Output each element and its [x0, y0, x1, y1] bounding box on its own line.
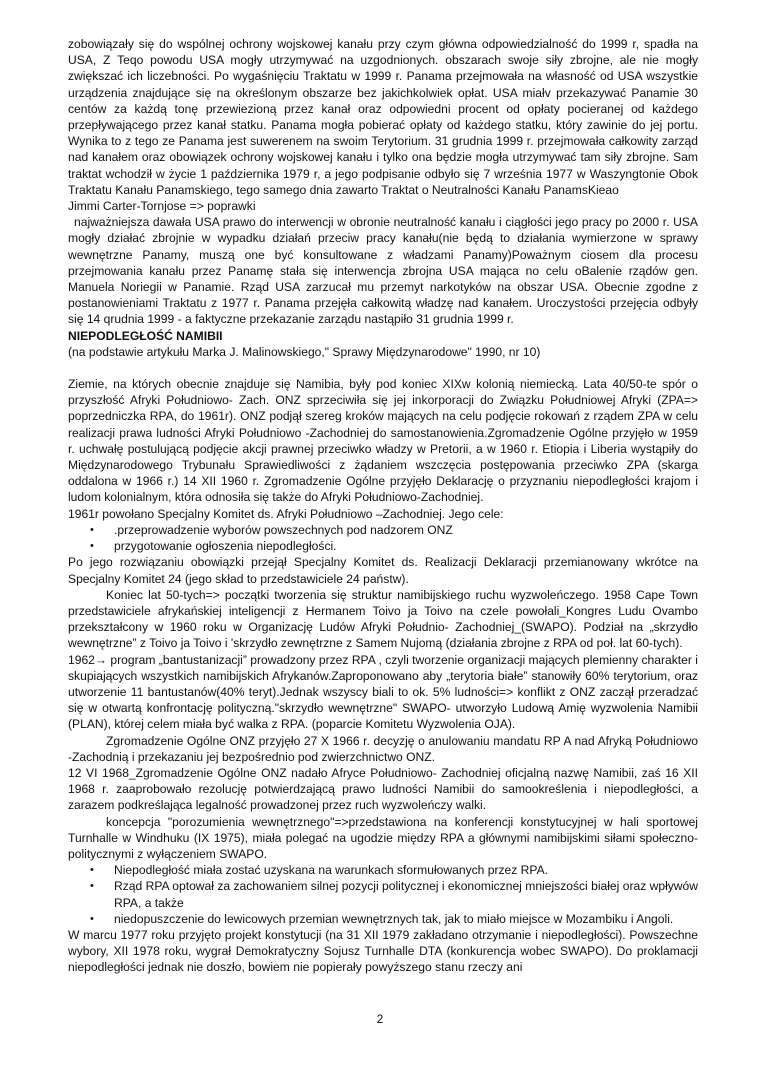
turnhalle-points-list — [68, 862, 698, 927]
paragraph-canal-treaty: zobowiązały się do wspólnej ochrony wojskowej kanału przy czym główna odpowiedzialność do 1999 r, spadła na USA, Z Teqo powodu USA mogły utrzymywać na uzgodnionych. obszarach swoje siły zbrojne, ale nie mogły zwiększać ich liczebności. Po wygaśnięciu Traktatu w 1999 r. Panama przejmowała na własność od USA wszystkie urządzenia znajdujące się na określonym obszarze bez jakichkolwiek opłat. USA miałv przekazywać Panamie 30 centów za każdą tonę przewiezioną przez kanał oraz odpowiedni procent od opłaty pocieranej od każdego przepływającego przez kanał statku. Panama mogła pobierać opłaty od każdego statku, który zawinie do jej portu. Wynika to z tego ze Panama jest suwerenem na swoim Terytorium. 31 grudnia 1999 r. przejmowała całkowity zarząd nad kanałem oraz obowiązek ochrony wojskowej kanału i tylko ona będzie mogła utrzymywać tam siły zbrojne. Sam traktat wchodził w życie 1 października 1979 r, a jego podpisanie odbyło się 7 września 1977 w Waszyngtonie Obok Traktatu Kanału Panamskiego, tego samego dnia zawarto Traktat o Neutralności Kanału PanamsKieao — [68, 37, 698, 197]
bullet-icon: • — [90, 540, 94, 553]
list-item: • Rząd RPA optował za zachowaniem silnej pozycji politycznej i ekonomicznej mniejszości białej oraz wpływów RPA, a także — [90, 879, 698, 910]
document-page — [68, 36, 698, 976]
paragraph-bantustanization: 1962→ program „bantustanizacji” prowadzony przez RPA , czyli tworzenie organizacji mających plemienny charakter i skupiających wszystkich namibijskich Afrykanów.Zaproponowano aby „terytoria białe” stanowiły 60% terytorium, oraz utworzenie 11 bantustanów(40% teryt).Jednak wszyscy biali to ok. 5% ludności=> konflikt z ONZ zaczął przeradzać się w otwartą konfrontację polityczną."skrzydło wewnętrzne" SWAPO- utworzyło Ludową Amię wyzwolenia Namibii (PLAN), której celem miała być walka z RPA. (poparcie Komitetu Wyzwolenia OJA). — [68, 652, 698, 732]
bullet-icon: • — [90, 864, 94, 877]
paragraph-committee-24: Po jego rozwiązaniu obowiązki przejął Specjalny Komitet ds. Realizacji Deklaracji przemianowany wkrótce na Specjalny Komitet 24 (jego skład to przedstawiciele 24 państw). — [68, 555, 698, 586]
list-item: • .przeprowadzenie wyborów powszechnych pod nadzorem ONZ — [90, 522, 453, 537]
list-item: • niedopuszczenie do lewicowych przemian wewnętrznych tak, jak to miało miejsce w Mozambiku i Angoli. — [90, 911, 674, 926]
paragraph-special-committee: 1961r powołano Specjalny Komitet ds. Afryki Południowo –Zachodniej. Jego cele: — [68, 506, 504, 521]
committee-goals-list — [68, 522, 698, 554]
paragraph-turnhalle: koncepcja "porozumienia wewnętrznego"=>przedstawiona na konferencji konstytucyjnej w hali sportowej Turnhalle w Windhuku (IX 1975), miała polegać na ugodzie między RPA a głównymi namibijskimi siłami społeczno-politycznymi z wyłączeniem SWAPO. — [68, 814, 698, 861]
paragraph-namibia-history: Ziemie, na których obecnie znajduje się Namibia, były pod koniec XIXw kolonią niemiecką. Lata 40/50-te spór o przyszłość Afryki Południowo- Zach. ONZ sprzeciwiła się jej inkorporacji do Związku Południowej Afryki (ZPA=> poprzedniczka RPA, do 1961r). ONZ podjął szereg kroków mających na celu podjęcie rokowań z rządem ZPA w celu realizacji prawa ludności Afryki Południowo -Zachodniej do samostanowienia.Zgromadzenie Ogólne przyjęło w 1959 r. uchwałę postulującą podjęcie akcji prawnej przeciwko władzy w Pretorii, a w 1960 r. Etiopia i Liberia wystąpiły do Międzynarodowego Trybunału Sprawiedliwości z żądaniem wszczęcia postępowania przeciwko ZPA (skarga oddalona w 1966 r.) 14 XII 1960 r. Zgromadzenie Ogólne przyjęło Deklarację o przyznaniu niepodległości krajom i ludom kolonialnym, która odnosiła się także do Afryki Południowo-Zachodniej. — [68, 377, 698, 505]
bullet-icon: • — [90, 912, 94, 925]
bullet-icon: • — [90, 523, 94, 536]
page-number: 2 — [376, 1012, 384, 1026]
paragraph-constitution-1977: W marcu 1977 roku przyjęto projekt konstytucji (na 31 XII 1979 zakładano otrzymanie i niepodległości). Powszechne wybory, XII 1978 roku, wygrał Demokratyczny Sojusz Turnhalle DTA (konkurencja wobec SWAPO). Do proklamacji niepodległości jednak nie doszło, bowiem nie popierały powyższego stanu rzeczy ani — [68, 927, 698, 975]
section-heading-namibia: NIEPODLEGŁOŚĆ NAMIBII — [68, 328, 223, 343]
paragraph-neutrality-treaty: najważniejsza dawała USA prawo do interwencji w obronie neutralność kanału i ciągłości jego pracy po 2000 r. USA mogły działać zbrojnie w wypadku działań przeciw pracy kanału(nie będą to działania wymierzone w sprawy wewnętrzne Panamy, muszą one być konsultowane z władzami Panamy)Poważnym ciosem dla procesu przejmowania kanału przez Panamę stała się interwencja zbrojna USA mająca no celu oBalenie rządów gen. Manuela Noriegii w Panamie. Rząd USA zarzucał mu przemyt narkotyków na obszar USA. Obecnie zgodne z postanowieniami Traktatu z 1977 r. Panama przejęła całkowitą władzę nad kanałem. Uroczystości przejęcia odbyły się 14 qrudnia 1999 - a faktyczne przekazanie zarządu nastąpiło 31 grudnia 1999 r. — [68, 215, 698, 327]
paragraph-namibia-name-1968: 12 VI 1968_Zgromadzenie Ogólne ONZ nadało Afryce Południowo- Zachodniej oficjalną nazwę Namibii, zaś 16 XII 1968 r. zaaprobowało rezolucję potwierdzającą prawo ludności Namibii do samookreślenia i niepodległości, a zarazem podkreślająca legalność prowadzonej przez ruch wyzwoleńczy walki. — [68, 765, 698, 813]
paragraph-swapo-origins: Koniec lat 50-tych=> początki tworzenia się struktur namibijskiego ruchu wyzwoleńczego. 1958 Cape Town przedstawiciele afrykańskiej inteligencji z Hermanem Toivo ja Toivo na czele powołali_Kongres Ludu Ovambo przekształcony w 1960 roku w Organizację Ludów Afryki Południo- Zachodniej_(SWAPO). Podział na „skrzydło wewnętrzne” z Toivo ja Toivo i 'skrzydło zewnętrzne z Samem Nujomą (działania zbrojne z RPA od poł. lat 60-tych). — [68, 587, 698, 651]
list-item: • przygotowanie ogłoszenia niepodległości. — [90, 539, 337, 554]
section-source-note: (na podstawie artykułu Marka J. Malinowskiego," Sprawy Międzynarodowe" 1990, nr 10) — [68, 344, 541, 359]
list-item: • Niepodległość miała zostać uzyskana na warunkach sformułowanych przez RPA. — [90, 863, 549, 878]
bullet-icon: • — [90, 880, 94, 893]
paragraph-carter-torrijos: Jimmi Carter-Tornjose => poprawki — [68, 199, 256, 214]
paragraph-mandate-1966: Zgromadzenie Ogólne ONZ przyjęło 27 X 1966 r. decyzję o anulowaniu mandatu RP A nad Afryką Południowo -Zachodnią i przekazaniu jej bezpośrednio pod zwierzchnictwo ONZ. — [68, 733, 698, 764]
